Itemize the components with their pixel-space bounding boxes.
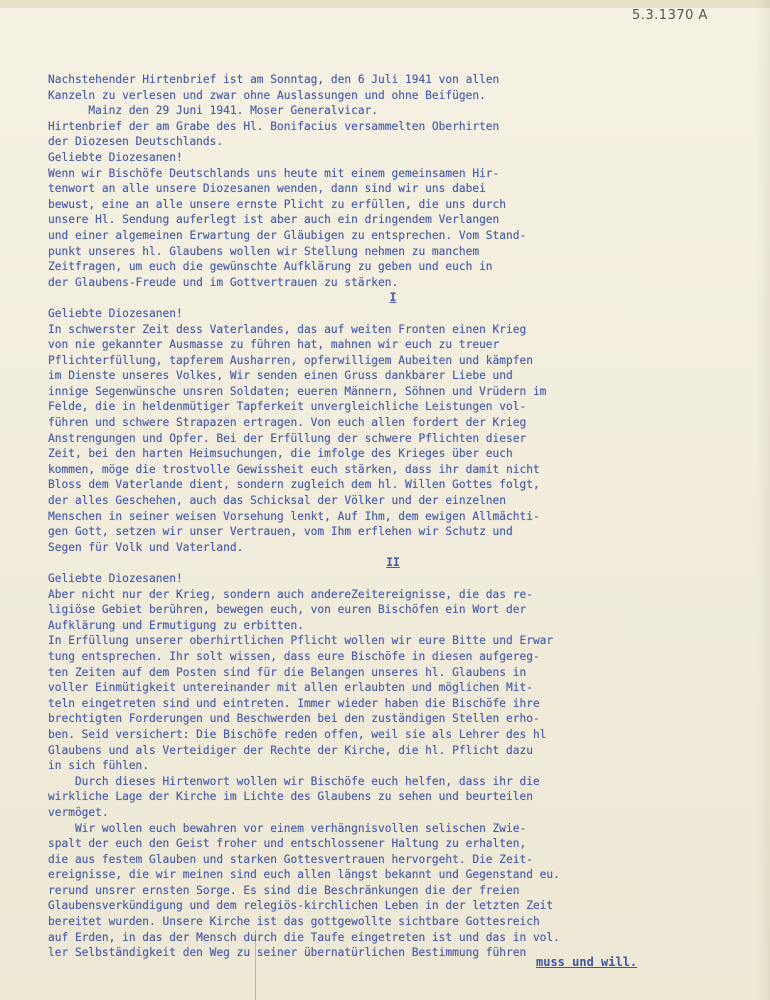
salutation: Geliebte Diozesanen! (48, 150, 183, 164)
text-line: In schwerster Zeit dess Vaterlandes, das auf weiten Fronten einen Krieg (48, 322, 527, 336)
text-line: der Glaubens-Freude und im Gottvertrauen zu stärken. (48, 275, 399, 289)
text-line: Menschen in seiner weisen Vorsehung lenkt, Auf Ihm, dem ewigen Allmächti- (48, 509, 540, 523)
text-line: der Diozesen Deutschlands. (48, 135, 224, 149)
text-line: Durch dieses Hirtenwort wollen wir Bischöfe euch helfen, dass ihr die (48, 774, 540, 788)
text-line: tenwort an alle unsere Diozesanen wenden, dann sind wir uns dabei (48, 182, 486, 196)
text-line: Wir wollen euch bewahren vor einem verhängnisvollen selischen Zwie- (48, 821, 527, 835)
text-line: Wenn wir Bischöfe Deutschlands uns heute mit einem gemeinsamen Hir- (48, 166, 500, 180)
text-line: tung entsprechen. Ihr solt wissen, dass eure Bischöfe in diesen aufgereg- (48, 649, 540, 663)
letter-body (48, 72, 738, 961)
text-line: Mainz den 29 Juni 1941. Moser Generalvicar. (48, 104, 379, 118)
text-line: gen Gott, setzen wir unser Vertrauen, vom Ihm erflehen wir Schutz und (48, 525, 513, 539)
section-heading-1 (48, 290, 738, 306)
text-line: innige Segenwünsche unsren Soldaten; eueren Männern, Söhnen und Vrüdern im (48, 384, 547, 398)
text-line: der alles Geschehen, auch das Schicksal der Völker und der einzelnen (48, 494, 507, 508)
text-line: im Dienste unseres Volkes, Wir senden einen Gruss dankbarer Liebe und (48, 369, 513, 383)
text-line: Aufklärung und Ermutigung zu erbitten. (48, 618, 304, 632)
text-line: wirkliche Lage der Kirche im Lichte des Glaubens zu sehen und beurteilen (48, 790, 533, 804)
text-line: ereignisse, die wir meinen sind euch allen längst bekannt und Gegenstand eu. (48, 868, 560, 882)
text-line: brechtigten Forderungen und Beschwerden bei den zuständigen Stellen erho- (48, 712, 540, 726)
text-line: die aus festem Glauben und starken Gottesvertrauen hervorgeht. Die Zeit- (48, 852, 533, 866)
text-line: vermöget. (48, 805, 109, 819)
section-heading-1-text: I (389, 291, 397, 305)
text-line: Anstrengungen und Opfer. Bei der Erfüllung der schwere Pflichten dieser (48, 431, 527, 445)
text-line: bewust, eine an alle unsere ernste Plicht zu erfüllen, die uns durch (48, 197, 507, 211)
text-line: ben. Seid versichert: Die Bischöfe reden offen, weil sie als Lehrer des hl (48, 727, 547, 741)
salutation: Geliebte Diozesanen! (48, 306, 183, 320)
text-line: bereitet wurden. Unsere Kirche ist das gottgewollte sichtbare Gottesreich (48, 915, 540, 929)
text-line: Kanzeln zu verlesen und zwar ohne Auslassungen und ohne Beifügen. (48, 88, 486, 102)
text-line: Zeit, bei den harten Heimsuchungen, die imfolge des Krieges über euch (48, 447, 513, 461)
text-line: Nachstehender Hirtenbrief ist am Sonntag, den 6 Juli 1941 von allen (48, 73, 500, 86)
text-line: Felde, die in heldenmütiger Tapferkeit unvergleichliche Leistungen vol- (48, 400, 527, 414)
section-2 (48, 571, 738, 961)
paper-top-edge (0, 0, 770, 8)
section-heading-2-text: II (386, 556, 400, 570)
text-line: voller Einmütigkeit untereinander mit allen erlaubten und möglichen Mit- (48, 681, 533, 695)
text-line: Glaubens und als Verteidiger der Rechte der Kirche, die hl. Pflicht dazu (48, 743, 533, 757)
text-line: In Erfüllung unserer oberhirtlichen Pflicht wollen wir eure Bitte und Erwar (48, 634, 554, 648)
paper-right-shadow (756, 0, 770, 1000)
text-line: Segen für Volk und Vaterland. (48, 540, 244, 554)
text-line: Bloss dem Vaterlande dient, sondern zugleich dem hl. Willen Gottes folgt, (48, 478, 540, 492)
text-line: Glaubensverkündigung und dem relegiös-kirchlichen Leben in der letzten Zeit (48, 899, 554, 913)
closing-words (536, 955, 637, 969)
text-line: und einer algemeinen Erwartung der Gläubigen zu entsprechen. Vom Stand- (48, 228, 527, 242)
text-line: Hirtenbrief der am Grabe des Hl. Bonifacius versammelten Oberhirten (48, 119, 500, 133)
archive-reference: 5.3.1370 A (632, 8, 708, 23)
text-line: Zeitfragen, um euch die gewünschte Aufklärung zu geben und euch in (48, 260, 493, 274)
text-line: führen und schwere Strapazen ertragen. Von euch allen fordert der Krieg (48, 416, 527, 430)
text-line: von nie gekannter Ausmasse zu führen hat, mahnen wir euch zu treuer (48, 338, 500, 352)
text-line: Aber nicht nur der Krieg, sondern auch andereZeitereignisse, die das re- (48, 587, 533, 601)
text-line: punkt unseres hl. Glaubens wollen wir Stellung nehmen zu manchem (48, 244, 480, 258)
text-line: ten Zeiten auf dem Posten sind für die Belangen unseres hl. Glaubens in (48, 665, 527, 679)
text-line: auf Erden, in das der Mensch durch die Taufe eingetreten ist und das in vol. (48, 930, 560, 944)
text-line: spalt der euch den Geist froher und entschlossener Haltung zu erhalten, (48, 837, 527, 851)
text-line: ligiöse Gebiet berühren, bewegen euch, von euren Bischöfen ein Wort der (48, 603, 527, 617)
closing-text: muss und will. (536, 955, 638, 969)
text-line: kommen, möge die trostvolle Gewissheit euch stärken, dass ihr damit nicht (48, 462, 540, 476)
header-block (48, 72, 738, 290)
text-line: teln eingetreten sind und eintreten. Immer wieder haben die Bischöfe ihre (48, 696, 540, 710)
text-line: in sich fühlen. (48, 759, 150, 773)
text-line: unsere Hl. Sendung auferlegt ist aber auch ein dringendem Verlangen (48, 213, 500, 227)
section-heading-2 (48, 555, 738, 571)
text-line: rerund unsrer ernsten Sorge. Es sind die Beschränkungen die der freien (48, 883, 520, 897)
section-1 (48, 306, 738, 556)
salutation: Geliebte Diozesanen! (48, 572, 183, 585)
text-line: ler Selbständigkeit den Weg zu seiner übernatürlichen Bestimmung führen (48, 946, 527, 960)
text-line: Pflichterfüllung, tapferem Ausharren, opferwilligem Aubeiten und kämpfen (48, 353, 533, 367)
